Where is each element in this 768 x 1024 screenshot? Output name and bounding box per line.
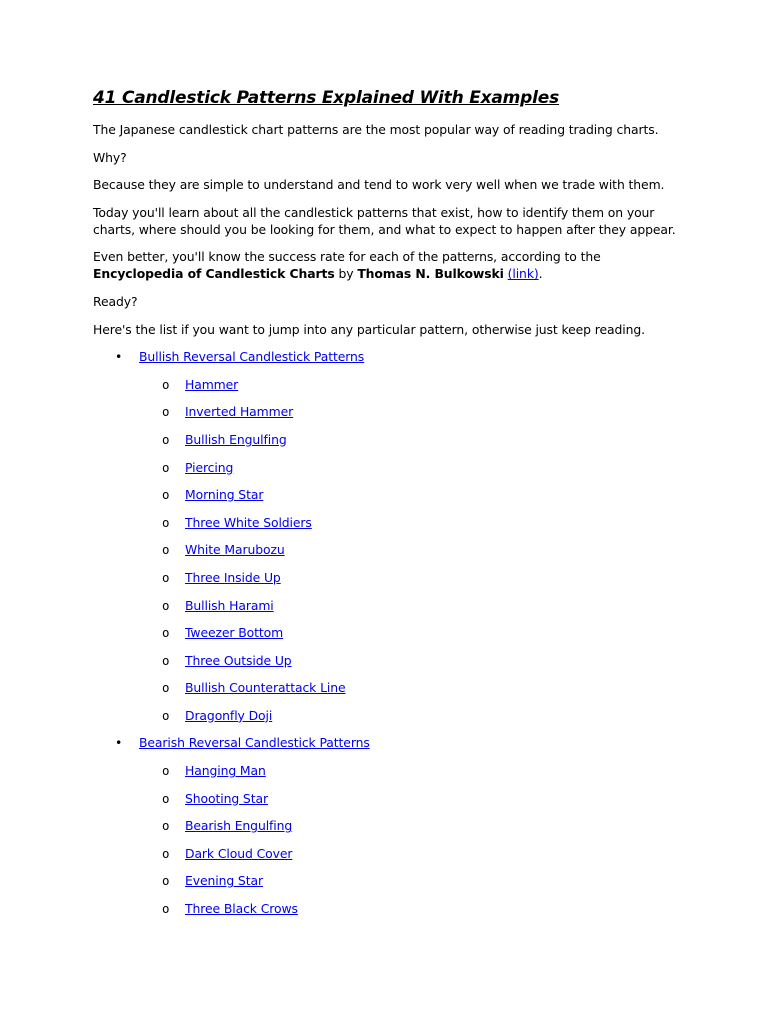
period-text: . <box>538 266 543 282</box>
sub-bullet-icon: o <box>162 431 170 447</box>
sub-bullet-icon: o <box>162 625 170 641</box>
toc-item-link[interactable]: Three Black Crows <box>185 901 298 917</box>
toc-item-link[interactable]: Evening Star <box>185 873 263 889</box>
toc-item <box>139 845 678 862</box>
toc-section <box>93 734 678 917</box>
author-name: Thomas N. Bulkowski <box>357 266 504 282</box>
by-text: by <box>334 266 358 282</box>
sub-bullet-icon: o <box>162 514 170 530</box>
toc-item <box>139 707 678 724</box>
book-title: Encyclopedia of Candlestick Charts <box>93 266 335 282</box>
toc-item-link[interactable]: Bullish Engulfing <box>185 431 287 447</box>
toc-section-link[interactable]: Bearish Reversal Candlestick Patterns <box>139 735 370 751</box>
document-content <box>93 86 678 928</box>
toc-item-link[interactable]: White Marubozu <box>185 542 285 558</box>
toc-item-link[interactable]: Shooting Star <box>185 790 268 806</box>
sub-bullet-icon: o <box>162 569 170 585</box>
book-link[interactable]: (link) <box>507 266 539 282</box>
toc-sublist <box>139 376 678 724</box>
sub-bullet-icon: o <box>162 404 170 420</box>
toc-item <box>139 624 678 641</box>
toc-item-link[interactable]: Piercing <box>185 459 234 475</box>
sub-bullet-icon: o <box>162 597 170 613</box>
toc-item-link[interactable]: Inverted Hammer <box>185 404 294 420</box>
toc-item <box>139 817 678 834</box>
toc-item <box>139 376 678 393</box>
toc-item <box>139 679 678 696</box>
sub-bullet-icon: o <box>162 763 170 779</box>
toc-item-link[interactable]: Three White Soldiers <box>185 514 312 530</box>
sub-bullet-icon: o <box>162 680 170 696</box>
toc-item-link[interactable]: Bullish Harami <box>185 597 274 613</box>
success-rate-paragraph <box>93 248 678 282</box>
toc-item-link[interactable]: Morning Star <box>185 487 264 503</box>
toc-section-link[interactable]: Bullish Reversal Candlestick Patterns <box>139 349 365 365</box>
sub-bullet-icon: o <box>162 376 170 392</box>
toc-item-link[interactable]: Three Outside Up <box>185 652 292 668</box>
bullet-icon: • <box>115 735 123 751</box>
success-rate-text: Even better, you'll know the success rate for each of the patterns, according to the <box>93 249 601 265</box>
toc-item-link[interactable]: Tweezer Bottom <box>185 625 284 641</box>
jump-list-paragraph: Here's the list if you want to jump into any particular pattern, otherwise just keep reading. <box>93 321 645 337</box>
sub-bullet-icon: o <box>162 818 170 834</box>
page-title: 41 Candlestick Patterns Explained With Examples <box>93 88 560 108</box>
toc-item-link[interactable]: Dark Cloud Cover <box>185 845 293 861</box>
toc-item <box>139 459 678 476</box>
toc-sublist <box>139 762 678 917</box>
toc-item-link[interactable]: Hammer <box>185 376 239 392</box>
why-paragraph: Why? <box>93 149 127 165</box>
sub-bullet-icon: o <box>162 790 170 806</box>
toc-item <box>139 403 678 420</box>
table-of-contents <box>93 348 678 917</box>
toc-section <box>93 348 678 724</box>
toc-item <box>139 652 678 669</box>
toc-item <box>139 900 678 917</box>
toc-item <box>139 597 678 614</box>
intro-paragraph: The Japanese candlestick chart patterns are the most popular way of reading trading charts. <box>93 122 659 137</box>
because-paragraph: Because they are simple to understand and tend to work very well when we trade with them. <box>93 177 665 193</box>
sub-bullet-icon: o <box>162 707 170 723</box>
toc-item-link[interactable]: Three Inside Up <box>185 569 281 585</box>
toc-item <box>139 431 678 448</box>
sub-bullet-icon: o <box>162 459 170 475</box>
sub-bullet-icon: o <box>162 542 170 558</box>
sub-bullet-icon: o <box>162 873 170 889</box>
toc-item-link[interactable]: Hanging Man <box>185 763 266 779</box>
bullet-icon: • <box>115 349 123 365</box>
toc-item <box>139 541 678 558</box>
toc-item-link[interactable]: Dragonfly Doji <box>185 707 273 723</box>
toc-item <box>139 486 678 503</box>
ready-paragraph: Ready? <box>93 293 138 309</box>
toc-item <box>139 762 678 779</box>
toc-item <box>139 872 678 889</box>
today-paragraph: Today you'll learn about all the candlestick patterns that exist, how to identify them on your charts, where should you be looking for them, and what to expect to happen after they appear. <box>93 204 676 237</box>
toc-item <box>139 569 678 586</box>
toc-item-link[interactable]: Bullish Counterattack Line <box>185 680 346 696</box>
toc-item-link[interactable]: Bearish Engulfing <box>185 818 293 834</box>
sub-bullet-icon: o <box>162 487 170 503</box>
toc-item <box>139 514 678 531</box>
sub-bullet-icon: o <box>162 901 170 917</box>
sub-bullet-icon: o <box>162 652 170 668</box>
sub-bullet-icon: o <box>162 845 170 861</box>
toc-item <box>139 790 678 807</box>
